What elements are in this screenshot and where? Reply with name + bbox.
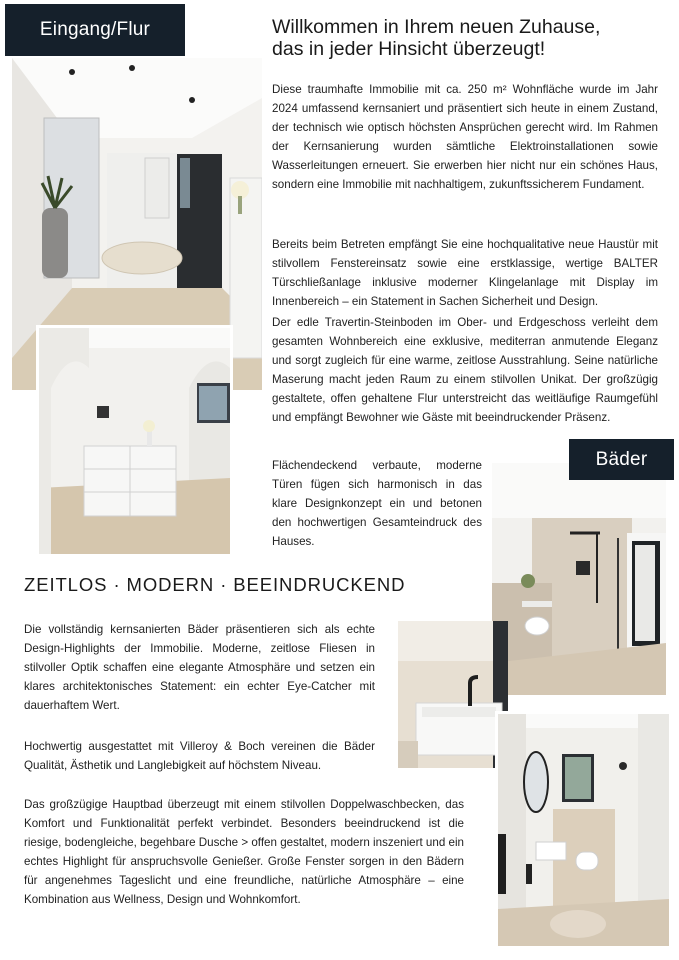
page-heading <box>272 16 652 60</box>
heading-line-2: das in jeder Hinsicht überzeugt! <box>272 38 546 60</box>
section-label-baths-text: Bäder <box>595 448 648 470</box>
guest-wc-photo <box>495 711 669 946</box>
entry-paragraph: Bereits beim Betreten empfängt Sie eine hochqualitative neue Haustür mit stilvollem Fenstereinsatz sowie eine erstklassige, wertige BALTER Türschließanlage inklusive moderner Klingelanlage mit Display im Innenbereich – ein Statement in Sachen Sicherheit und Design. <box>272 238 658 308</box>
doors-paragraph: Flächendeckend verbaute, moderne Türen fügen sich harmonisch in das klare Designkonzept ein und betonen den hochwertigen Gesamteindruck des Hauses. <box>272 459 482 548</box>
floor-paragraph: Der edle Travertin-Steinboden im Ober- und Erdgeschoss verleiht dem gesamten Wohnbereich eine exklusive, mediterran anmutende Eleganz und sorgt zugleich für eine warme, zeitlose Ausstrahlung. Seine natürliche Maserung macht jeden Raum zu einem stilvollen Unikat. Der großzügig gestaltete, offen gehaltene Flur unterstreicht das weitläufige Raumgefühl und empfängt Bewohner wie Gäste mit beeindruckender Präsenz. <box>272 316 658 424</box>
section-label-baths <box>569 439 674 480</box>
baths-paragraph-2: Hochwertig ausgestattet mit Villeroy & Boch vereinen die Bäder Qualität, Ästhetik und Langlebigkeit auf höchstem Niveau. <box>24 740 375 772</box>
intro-paragraph: Diese traumhafte Immobilie mit ca. 250 m² Wohnfläche wurde im Jahr 2024 umfassend kernsaniert und präsentiert sich heute in einem Zustand, der technisch wie optisch höchsten Ansprüchen gerecht wird. Im Rahmen der Kernsanierung wurden sämtliche Elektroinstallationen sowie Wasserleitungen erneuert. Sie erwerben hier nicht nur ein schönes Haus, sondern eine Immobilie mit nachhaltigem, zukunftssicherem Fundament. <box>272 83 658 191</box>
shower-photo <box>492 463 666 695</box>
baths-paragraph-1: Die vollständig kernsanierten Bäder präsentieren sich als echte Design-Highlights der Immobilie. Moderne, zeitlose Fliesen in stilvoller Optik schaffen eine elegante Atmosphäre und setzen ein klares architektonisches Statement: ein echter Eye-Catcher mit dauerhaftem Wert. <box>24 623 375 712</box>
baths-paragraph-3: Das großzügige Hauptbad überzeugt mit einem stilvollen Doppelwaschbecken, das Komfort und Funktionalität perfekt verbindet. Besonders beeindruckend ist die riesige, bodengleiche, begehbare Dusche > offen gestaltet, modern inszeniert und ein echtes Highlight für anspruchsvolle Genießer. Große Fenster sorgen in den Bädern für angenehmes Tageslicht und eine freundliche, natürliche Atmosphäre – eine Kombination aus Wellness, Design und Wohnkomfort. <box>24 798 464 906</box>
washbasin-photo <box>398 621 508 768</box>
section-label-entrance <box>5 4 185 56</box>
tagline: ZEITLOS · MODERN · BEEINDRUCKEND <box>24 574 406 595</box>
section-label-entrance-text: Eingang/Flur <box>39 19 151 40</box>
heading-line-1: Willkommen in Ihrem neuen Zuhause, <box>272 16 601 38</box>
sideboard-photo <box>36 325 233 557</box>
